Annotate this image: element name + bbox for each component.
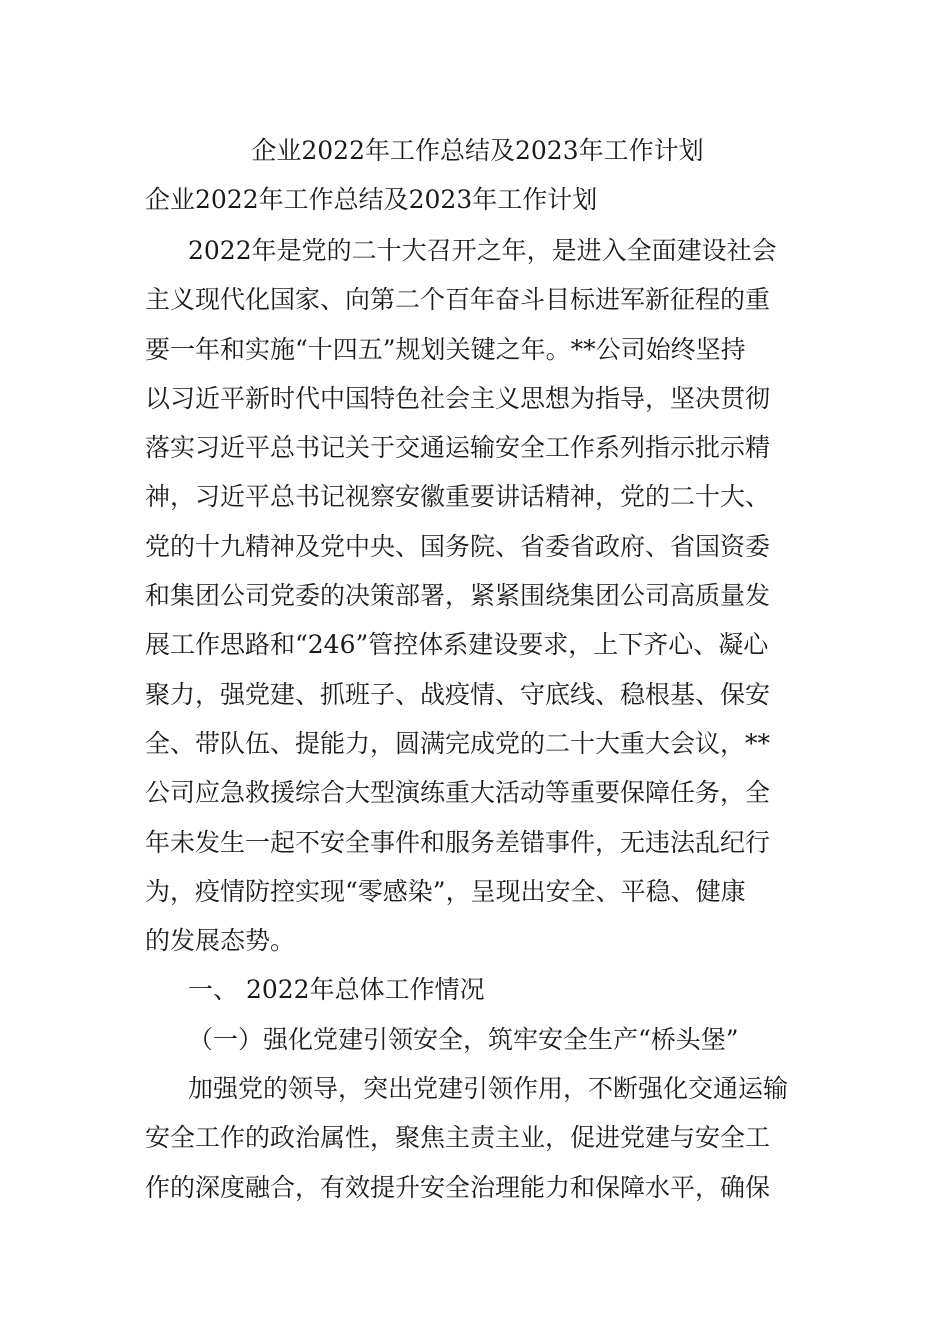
section-heading: 一、 2022年总体工作情况 [188, 975, 485, 1005]
paragraph-line: 要一年和实施“十四五”规划关键之年。**公司始终坚持 [145, 334, 746, 364]
paragraph-line: 为，疫情防控实现“零感染”，呈现出安全、平稳、健康 [145, 876, 746, 906]
paragraph-line: 安全工作的政治属性，聚焦主责主业，促进党建与安全工 [145, 1123, 771, 1153]
paragraph-line: 落实习近平总书记关于交通运输安全工作系列指示批示精 [145, 433, 771, 463]
paragraph-line: 主义现代化国家、向第二个百年奋斗目标进军新征程的重 [145, 285, 771, 315]
document-title: 企业2022年工作总结及2023年工作计划 [251, 136, 704, 165]
paragraph-line: 和集团公司党委的决策部署，紧紧围绕集团公司高质量发 [145, 581, 771, 611]
paragraph-line: 年未发生一起不安全事件和服务差错事件，无违法乱纪行 [145, 827, 771, 857]
paragraph-line: 以习近平新时代中国特色社会主义思想为指导，坚决贯彻 [145, 383, 771, 413]
paragraph-line: 作的深度融合，有效提升安全治理能力和保障水平，确保 [145, 1172, 771, 1202]
paragraph-line: 2022年是党的二十大召开之年，是进入全面建设社会 [188, 236, 777, 265]
paragraph-line: 公司应急救援综合大型演练重大活动等重要保障任务，全 [145, 778, 771, 808]
intro-paragraph [145, 226, 810, 1212]
paragraph-line: 全、带队伍、提能力，圆满完成党的二十大重大会议，** [145, 728, 771, 758]
paragraph-line: 加强党的领导，突出党建引领作用，不断强化交通运输 [188, 1074, 789, 1104]
paragraph-line: 展工作思路和“246”管控体系建设要求，上下齐心、凝心 [145, 630, 769, 660]
paragraph-line: 的发展态势。 [145, 926, 296, 956]
document-subtitle: 企业2022年工作总结及2023年工作计划 [145, 185, 598, 214]
paragraph-line: 神，习近平总书记视察安徽重要讲话精神，党的二十大、 [145, 482, 771, 512]
paragraph-line: 党的十九精神及党中央、国务院、省委省政府、省国资委 [145, 531, 771, 561]
subsection-heading: （一）强化党建引领安全，筑牢安全生产“桥头堡” [188, 1024, 739, 1054]
paragraph-line: 聚力，强党建、抓班子、战疫情、守底线、稳根基、保安 [145, 679, 771, 709]
